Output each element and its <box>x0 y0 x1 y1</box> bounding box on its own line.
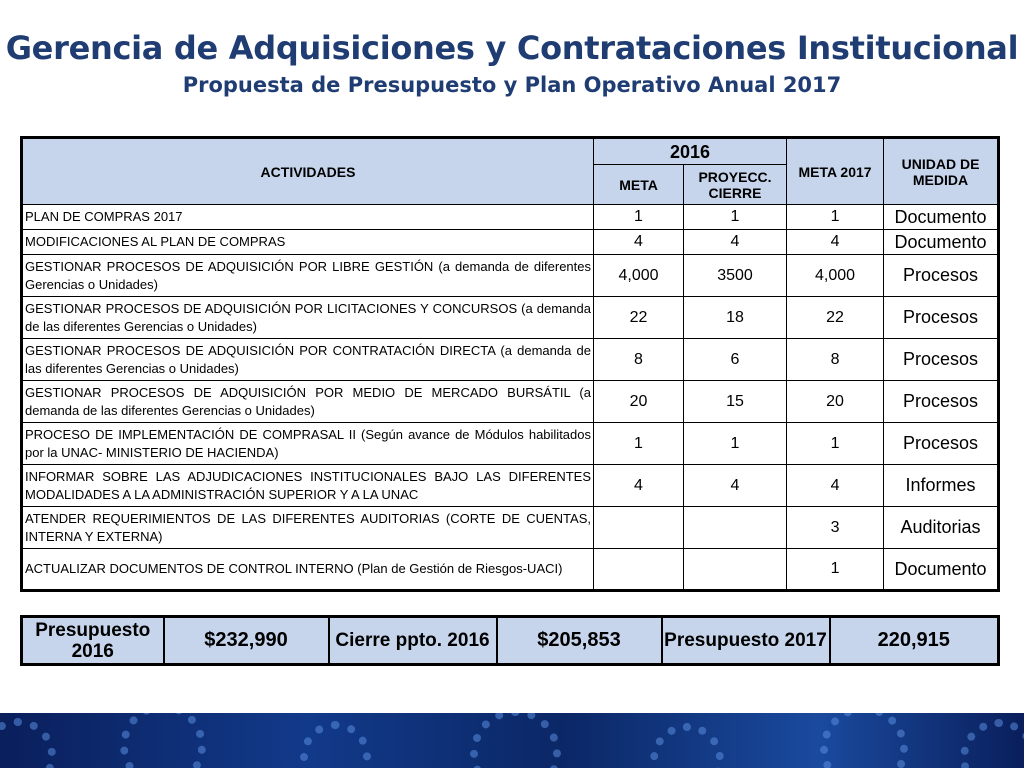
proyecc-cell: 15 <box>684 381 787 423</box>
unit-cell: Informes <box>884 465 999 507</box>
proyecc-cell: 4 <box>684 465 787 507</box>
proyecc-cell: 6 <box>684 339 787 381</box>
meta-2017-cell: 1 <box>787 423 884 465</box>
budget-summary <box>20 615 1000 666</box>
header-meta-2017: META 2017 <box>787 138 884 205</box>
gear-icon <box>960 719 1024 768</box>
table-row <box>22 230 999 255</box>
header-actividades: ACTIVIDADES <box>22 138 594 205</box>
cierre-2016-label: Cierre ppto. 2016 <box>329 617 497 665</box>
page-subtitle: Propuesta de Presupuesto y Plan Operativo Anual 2017 <box>182 73 842 97</box>
activity-cell: PROCESO DE IMPLEMENTACIÓN DE COMPRASAL II (Según avance de Módulos habilitados por la UNAC- MINISTERIO DE HACIENDA) <box>22 423 594 465</box>
unit-cell: Procesos <box>884 423 999 465</box>
activity-cell: PLAN DE COMPRAS 2017 <box>22 205 594 230</box>
table-row <box>22 423 999 465</box>
meta-cell: 4 <box>594 230 684 255</box>
table-row <box>22 297 999 339</box>
activity-cell: INFORMAR SOBRE LAS ADJUDICACIONES INSTITUCIONALES BAJO LAS DIFERENTES MODALIDADES A LA ADMINISTRACIÓN SUPERIOR Y A LA UNAC <box>22 465 594 507</box>
meta-2017-cell: 1 <box>787 205 884 230</box>
meta-cell: 22 <box>594 297 684 339</box>
budget-2016-value: $232,990 <box>164 617 329 665</box>
gear-icon <box>820 713 908 768</box>
meta-cell: 8 <box>594 339 684 381</box>
header-year: 2016 <box>594 138 787 165</box>
activity-cell: ACTUALIZAR DOCUMENTOS DE CONTROL INTERNO (Plan de Gestión de Riesgos-UACI) <box>22 549 594 591</box>
meta-2017-cell: 4 <box>787 230 884 255</box>
header-proyecc: PROYECC. CIERRE <box>684 165 787 205</box>
meta-2017-cell: 20 <box>787 381 884 423</box>
gear-icon <box>0 718 56 768</box>
budget-2016-label: Presupuesto 2016 <box>22 617 164 665</box>
meta-cell: 4 <box>594 465 684 507</box>
meta-2017-cell: 4 <box>787 465 884 507</box>
proyecc-cell: 3500 <box>684 255 787 297</box>
proyecc-cell <box>684 507 787 549</box>
meta-2017-cell: 1 <box>787 549 884 591</box>
meta-cell <box>594 507 684 549</box>
meta-cell: 1 <box>594 423 684 465</box>
proyecc-cell: 18 <box>684 297 787 339</box>
meta-2017-cell: 8 <box>787 339 884 381</box>
gear-icon <box>300 721 371 768</box>
meta-2017-cell: 22 <box>787 297 884 339</box>
unit-cell: Documento <box>884 205 999 230</box>
table-row <box>22 339 999 381</box>
gear-icon <box>120 713 206 768</box>
meta-2017-cell: 3 <box>787 507 884 549</box>
gear-icon <box>650 723 724 768</box>
table-row <box>22 507 999 549</box>
page-title: Gerencia de Adquisiciones y Contrataciones Institucional <box>5 29 1019 67</box>
table-row <box>22 381 999 423</box>
decorative-footer-banner <box>0 713 1024 768</box>
activity-cell: MODIFICACIONES AL PLAN DE COMPRAS <box>22 230 594 255</box>
unit-cell: Procesos <box>884 255 999 297</box>
table-row <box>22 255 999 297</box>
proyecc-cell <box>684 549 787 591</box>
header-meta: META <box>594 165 684 205</box>
activity-cell: GESTIONAR PROCESOS DE ADQUISICIÓN POR LICITACIONES Y CONCURSOS (a demanda de las diferentes Gerencias o Unidades) <box>22 297 594 339</box>
proyecc-cell: 1 <box>684 205 787 230</box>
table-row <box>22 205 999 230</box>
activity-cell: GESTIONAR PROCESOS DE ADQUISICIÓN POR MEDIO DE MERCADO BURSÁTIL (a demanda de las diferentes Gerencias o Unidades) <box>22 381 594 423</box>
meta-cell: 4,000 <box>594 255 684 297</box>
cierre-2016-value: $205,853 <box>497 617 662 665</box>
meta-cell: 20 <box>594 381 684 423</box>
meta-cell <box>594 549 684 591</box>
table-row <box>22 549 999 591</box>
budget-2017-label: Presupuesto 2017 <box>662 617 830 665</box>
proyecc-cell: 4 <box>684 230 787 255</box>
unit-cell: Procesos <box>884 381 999 423</box>
activities-table <box>20 136 1000 592</box>
activity-cell: GESTIONAR PROCESOS DE ADQUISICIÓN POR LIBRE GESTIÓN (a demanda de diferentes Gerencias o Unidades) <box>22 255 594 297</box>
unit-cell: Auditorias <box>884 507 999 549</box>
header-unidad: UNIDAD DE MEDIDA <box>884 138 999 205</box>
activity-cell: ATENDER REQUERIMIENTOS DE LAS DIFERENTES AUDITORIAS (CORTE DE CUENTAS, INTERNA Y EXTERNA) <box>22 507 594 549</box>
gear-icon <box>470 713 561 768</box>
budget-2017-value: 220,915 <box>830 617 999 665</box>
meta-cell: 1 <box>594 205 684 230</box>
unit-cell: Procesos <box>884 339 999 381</box>
unit-cell: Procesos <box>884 297 999 339</box>
unit-cell: Documento <box>884 549 999 591</box>
meta-2017-cell: 4,000 <box>787 255 884 297</box>
unit-cell: Documento <box>884 230 999 255</box>
proyecc-cell: 1 <box>684 423 787 465</box>
table-row <box>22 465 999 507</box>
activity-cell: GESTIONAR PROCESOS DE ADQUISICIÓN POR CONTRATACIÓN DIRECTA (a demanda de las diferentes Gerencias o Unidades) <box>22 339 594 381</box>
